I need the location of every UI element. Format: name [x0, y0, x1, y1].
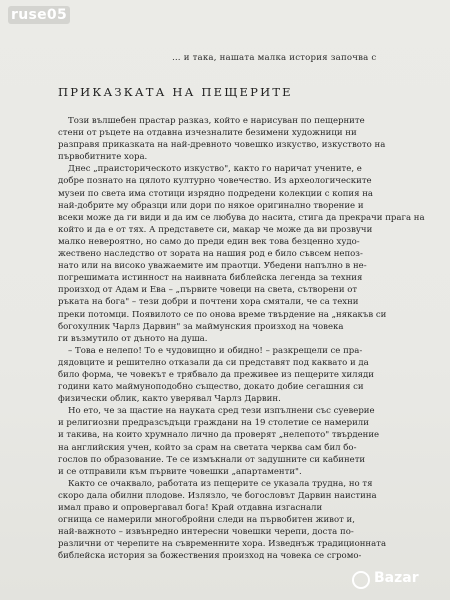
text-line: ръката на бога" – тези добри и почтени хора смятали, че са техни — [58, 297, 359, 308]
text-line: преки потомци. Появилото се по онова време твърдение на „някакъв си — [58, 309, 387, 320]
chapter-title: ПРИКАЗКАТА НА ПЕЩЕРИТЕ — [58, 85, 293, 99]
watermark-bazar-text: Bazar — [374, 570, 419, 586]
text-line: нато или на високо уважаемите им праотци. Убедени напълно в не- — [58, 261, 367, 272]
text-line: – Това е нелепо! То е чудовищно и обидно! – разкрещели се пра- — [68, 345, 363, 356]
text-line: Този вълшебен прастар разказ, който е нарисуван по пещерните — [68, 116, 365, 126]
text-line: музеи по света има стотици изрядно подредени колекции с копия на — [58, 188, 374, 199]
text-line: добре познато на цялото културно човечество. Из археологическите — [58, 176, 372, 187]
bazar-logo-icon — [352, 571, 370, 589]
text-line: библейска история за божествения произход на човека се сгромо- — [58, 551, 362, 562]
text-line: различни от черепите на съвременните хора. Изведнъж традиционната — [58, 539, 387, 550]
text-line: и се отправили към първите човешки „апартаменти". — [58, 466, 302, 477]
body-text — [58, 115, 442, 562]
text-line: най-важното – извънредно интересни човешки черепи, доста по- — [58, 527, 354, 538]
text-line: малко невероятно, но само до преди един век това безценно худо- — [58, 236, 360, 247]
text-line: било форма, че човекът е трябвало да преживее из пещерите хиляди — [58, 369, 374, 380]
text-line: Както се очаквало, работата из пещерите се указала трудна, но тя — [68, 478, 373, 489]
running-head: … и така, нашата малка история започва с — [172, 53, 377, 63]
text-line: години като маймуноподобно същество, докато добие сегашния си — [58, 382, 364, 393]
text-line: и религиозни предразсъдъци граждани на 19 столетие се намерили — [58, 418, 369, 429]
text-line: който и да е от тях. А представете си, макар че може да ви прозвучи — [58, 224, 373, 235]
text-line: разправя приказката на най-древното човешко изкуство, изкуството на — [58, 140, 386, 151]
text-line: Но ето, че за щастие на науката сред тези изпълнени със суеверие — [68, 406, 375, 417]
text-line: гослов по образование. Те се измъкнали от задушните си кабинети — [58, 454, 366, 465]
text-line: имал право и опровергавал бога! Край отдавна изгаснали — [58, 503, 323, 513]
text-line: богохулник Чарлз Дарвин" за маймунския произход на човека — [58, 321, 344, 332]
text-line: първобитните хора. — [58, 152, 148, 163]
text-line: произход от Адам и Ева – „първите човеци на света, сътворени от — [58, 285, 358, 296]
text-line: стени от ръцете на отдавна изчезналите безимени художници ни — [58, 128, 357, 139]
text-line: ги възмутило от дъното на душа. — [58, 333, 208, 344]
text-line: всеки може да ги види и да им се любува до насита, стига да прекрачи прага на — [58, 212, 425, 223]
watermark-ruse05: ruse05 — [8, 6, 70, 24]
watermark-bazar — [352, 567, 444, 593]
text-line: на английския учен, който за срам на светата черква сам бил бо- — [58, 442, 357, 453]
text-line: физически облик, както уверявал Чарлз Дарвин. — [58, 394, 281, 405]
text-line: най-добрите му образци или дори по някое оригинално творение и — [58, 200, 364, 211]
text-line: и такива, на които хрумнало лично да проверят „нелепото" твърдение — [58, 430, 380, 441]
text-line: Днес „праисторическото изкуство", както го наричат учените, е — [68, 164, 362, 175]
text-line: скоро дала обилни плодове. Излязло, че богословът Дарвин наистина — [58, 490, 377, 501]
text-line: жествено наследство от зората на нашия род е било съвсем непоз- — [58, 249, 363, 260]
text-line: дядовците и решително отказали да си представят под каквато и да — [58, 357, 369, 368]
text-line: огнища се намерили многобройни следи на първобитен живот и, — [58, 515, 355, 526]
text-line: погрешимата истинност на наивната библейска легенда за техния — [58, 273, 363, 284]
